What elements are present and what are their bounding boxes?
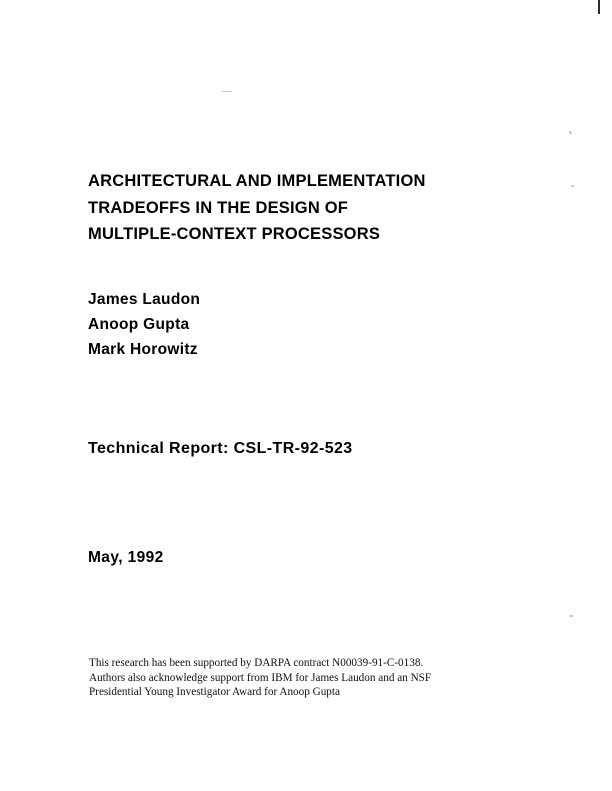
funding-note-line-3: Presidential Young Investigator Award for Anoop Gupta — [89, 686, 340, 699]
funding-note-line-1: This research has been supported by DARPA contract N00039-91-C-0138. — [89, 657, 424, 669]
scan-artifact — [571, 185, 574, 187]
scan-artifact — [222, 91, 232, 92]
author-name: Anoop Gupta — [88, 316, 190, 333]
title-line-2: TRADEOFFS IN THE DESIGN OF — [88, 198, 349, 217]
author-name: James Laudon — [88, 291, 201, 308]
report-number-text: Technical Report: CSL-TR-92-523 — [88, 440, 353, 457]
publication-date — [88, 549, 388, 567]
scan-artifact — [570, 615, 573, 617]
publication-date-text: May, 1992 — [88, 549, 164, 566]
funding-note-line-2: Authors also acknowledge support from IBM for James Laudon and an NSF — [89, 671, 432, 684]
scan-edge-mark — [598, 0, 600, 14]
page-title — [88, 168, 528, 248]
report-number — [88, 440, 548, 458]
author-name: Mark Horowitz — [88, 341, 198, 358]
scan-artifact — [569, 131, 572, 134]
author-list — [88, 287, 488, 362]
funding-note — [89, 656, 509, 700]
title-line-3: MULTIPLE-CONTEXT PROCESSORS — [88, 225, 381, 243]
title-line-1: ARCHITECTURAL AND IMPLEMENTATION — [88, 172, 426, 190]
